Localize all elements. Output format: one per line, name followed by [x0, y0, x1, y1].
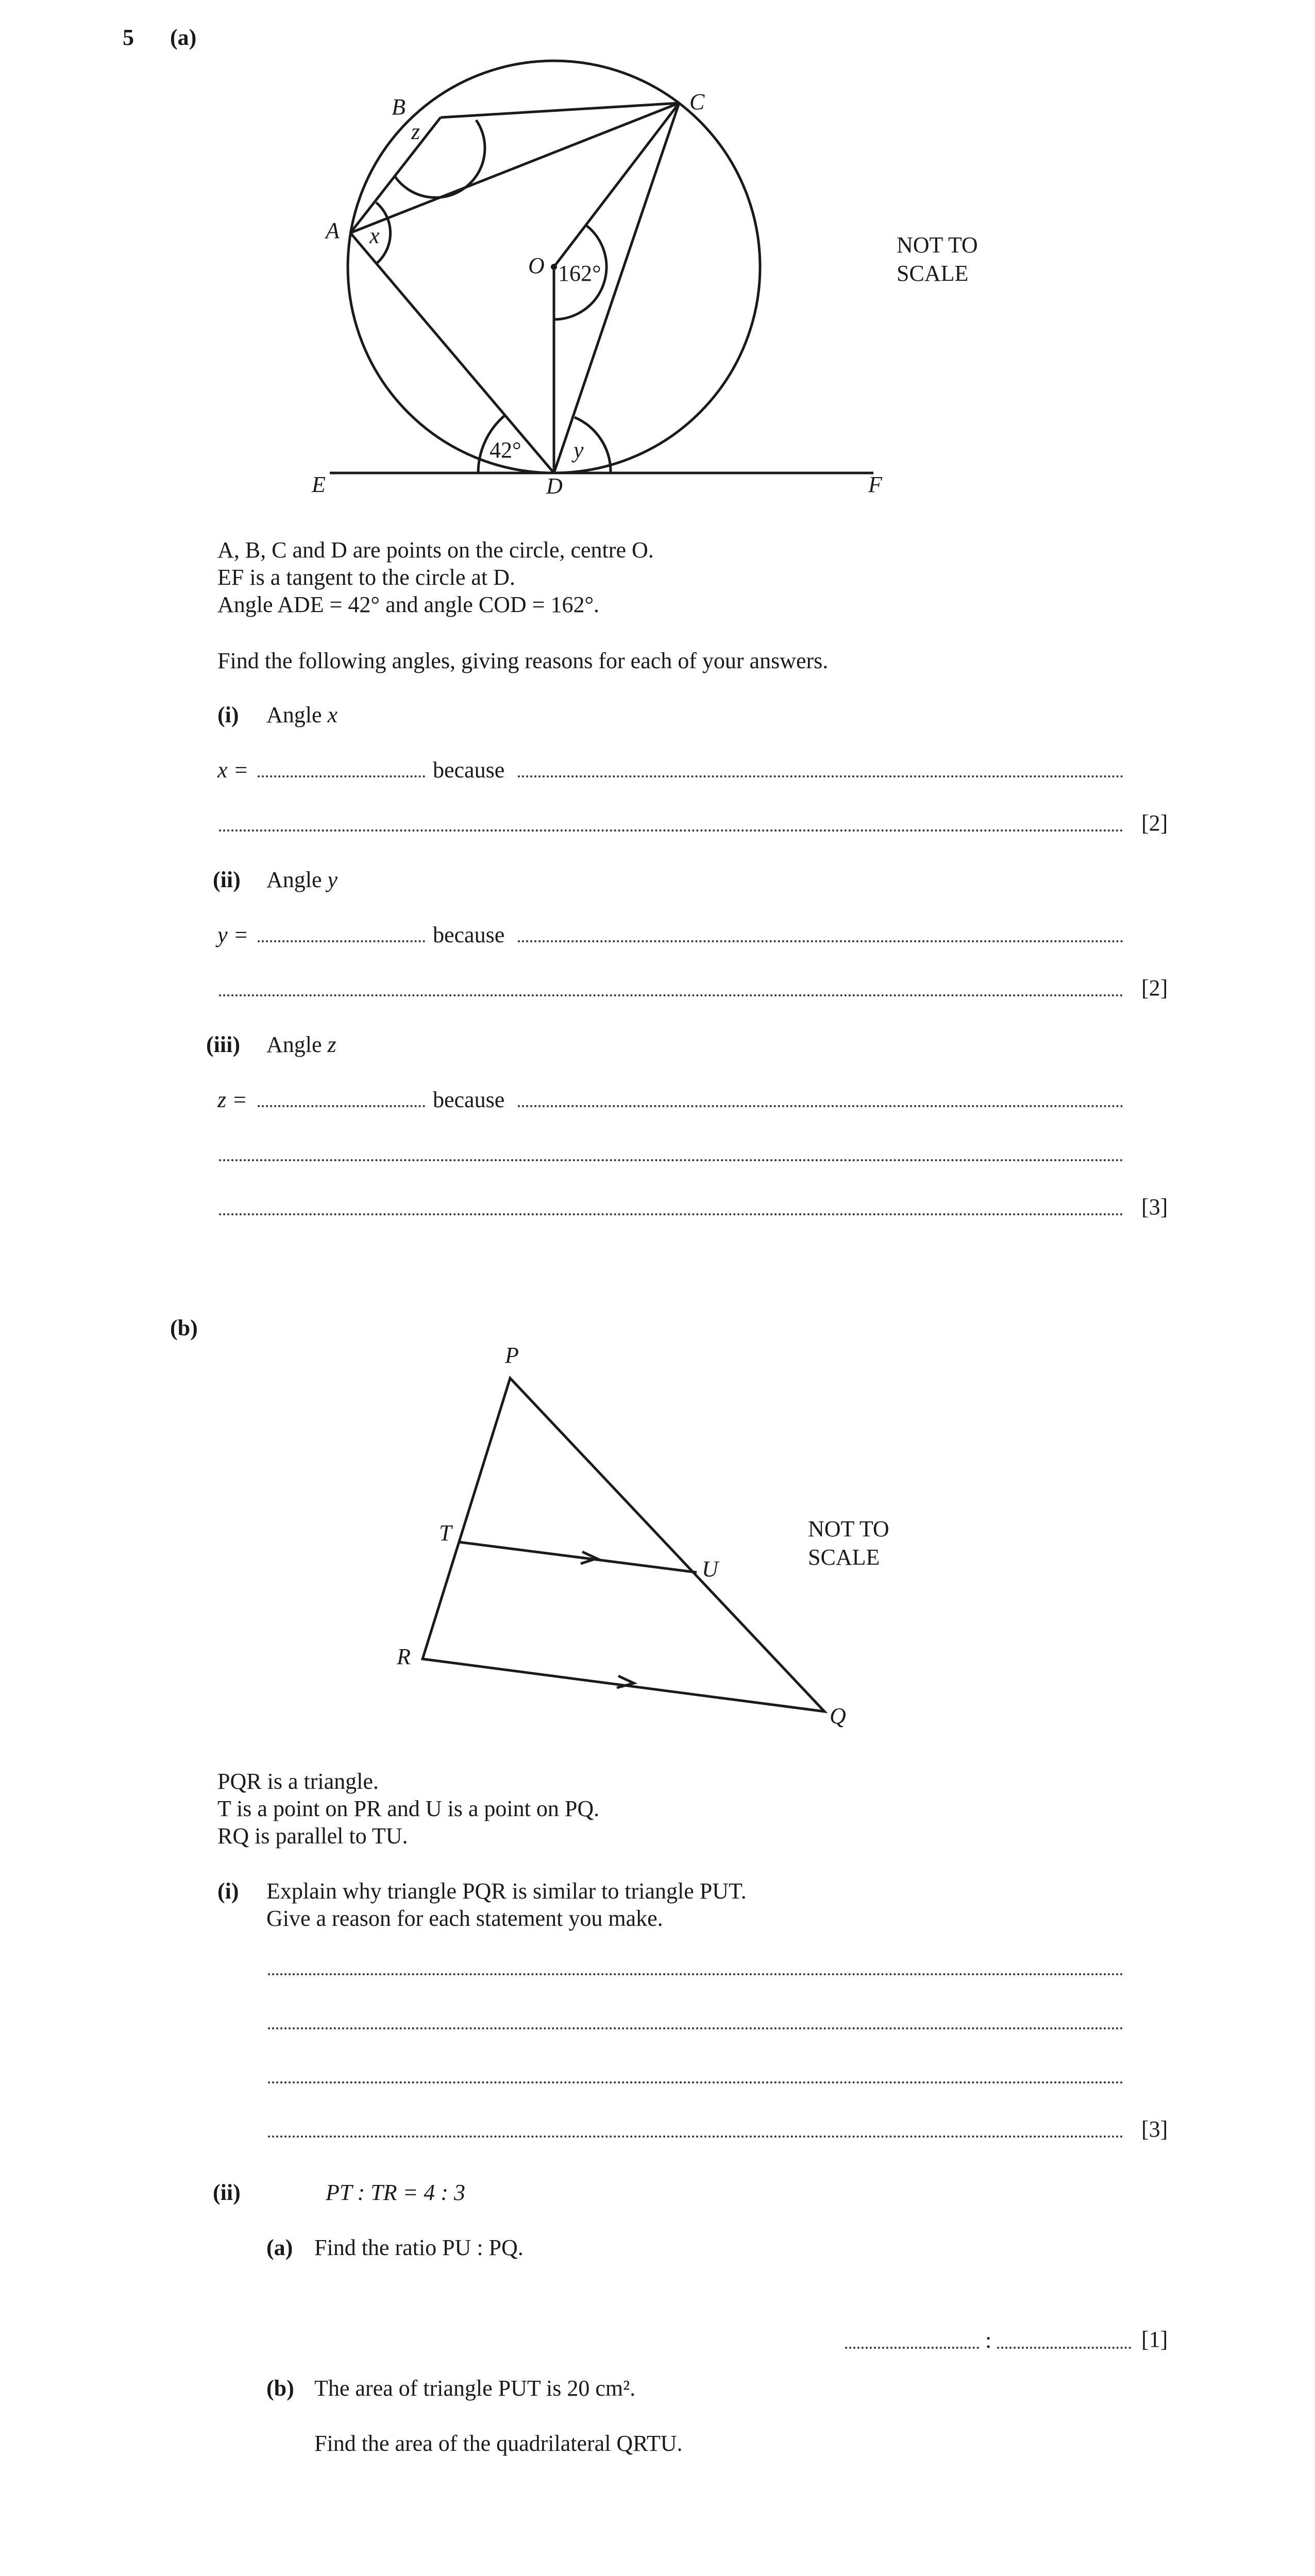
x-because-label: because	[433, 757, 505, 783]
centre-dot	[551, 264, 557, 270]
angle-y-label: y	[574, 437, 584, 463]
part-b-i-line-1: Explain why triangle PQR is similar to triangle PUT.	[266, 1878, 747, 1904]
point-q-label: Q	[830, 1703, 846, 1728]
z-answer-field[interactable]	[258, 1105, 425, 1107]
not-to-scale-a-1: NOT TO	[897, 232, 978, 258]
y-because-label: because	[433, 922, 505, 947]
point-f-label: F	[868, 472, 882, 497]
circle-diagram	[0, 0, 1315, 515]
part-b-i-line-2: Give a reason for each statement you make.	[266, 1906, 663, 1931]
mark-a-i: [2]	[1141, 810, 1168, 836]
statement-a-1: A, B, C and D are points on the circle, centre O.	[217, 537, 654, 563]
point-d-label: D	[546, 473, 563, 499]
ratio-answer-left[interactable]	[845, 2347, 979, 2349]
part-a-iii-number: (iii)	[206, 1032, 240, 1057]
x-answer-prefix: x =	[217, 757, 249, 783]
statement-b-1: PQR is a triangle.	[217, 1769, 379, 1794]
part-a-i-title: Angle x	[266, 702, 338, 727]
part-b-ii-b-text-2: Find the area of the quadrilateral QRTU.	[314, 2431, 683, 2456]
z-reason-line-2[interactable]	[219, 1159, 1123, 1161]
part-b-ii-b-text: The area of triangle PUT is 20 cm².	[314, 2376, 636, 2401]
not-to-scale-a-2: SCALE	[897, 261, 969, 286]
point-b-label: B	[392, 94, 406, 120]
point-o-label: O	[528, 253, 545, 278]
explain-line-1[interactable]	[268, 1973, 1123, 1975]
part-a-ii-title: Angle y	[266, 867, 338, 892]
part-b-ii-number: (ii)	[213, 2180, 241, 2205]
part-b-ii-a-text: Find the ratio PU : PQ.	[314, 2235, 524, 2260]
ratio-given: PT : TR = 4 : 3	[326, 2180, 465, 2205]
part-a-iii-title: Angle z	[266, 1032, 336, 1057]
y-answer-field[interactable]	[258, 940, 425, 942]
statement-a-2: EF is a tangent to the circle at D.	[217, 565, 515, 590]
part-b-i-number: (i)	[217, 1878, 239, 1904]
z-because-label: because	[433, 1087, 505, 1112]
question-number: 5	[123, 25, 134, 50]
x-reason-line-2[interactable]	[219, 829, 1123, 832]
part-b-ii-b-number: (b)	[266, 2376, 294, 2401]
line-tu	[459, 1542, 697, 1572]
y-answer-prefix: y =	[217, 922, 249, 947]
chord-ad	[350, 233, 554, 473]
statement-b-2: T is a point on PR and U is a point on PQ.	[217, 1796, 600, 1821]
point-e-label: E	[312, 472, 326, 497]
explain-line-3[interactable]	[268, 2081, 1123, 2083]
angle-x-label: x	[369, 223, 380, 248]
not-to-scale-b-1: NOT TO	[808, 1516, 889, 1541]
explain-line-2[interactable]	[268, 2027, 1123, 2029]
point-a-label: A	[326, 218, 340, 243]
part-a-ii-number: (ii)	[213, 867, 241, 892]
angle-cod-label: 162°	[558, 261, 601, 286]
instruction-a: Find the following angles, giving reasons for each of your answers.	[217, 648, 829, 673]
angle-z-label: z	[411, 119, 420, 144]
not-to-scale-b-2: SCALE	[808, 1545, 880, 1570]
explain-line-4[interactable]	[268, 2136, 1123, 2138]
part-a-label: (a)	[170, 25, 197, 50]
triangle-diagram	[0, 1340, 1315, 1752]
part-a-i-number: (i)	[217, 702, 239, 727]
part-b-label: (b)	[170, 1315, 198, 1341]
point-p-label: P	[505, 1343, 519, 1368]
x-answer-field[interactable]	[258, 775, 425, 777]
mark-b-i: [3]	[1141, 2116, 1168, 2142]
part-b-ii-a-number: (a)	[266, 2235, 293, 2260]
z-reason-line-3[interactable]	[219, 1213, 1123, 1215]
y-reason-line-1[interactable]	[518, 940, 1123, 942]
ratio-answer-right[interactable]	[997, 2347, 1131, 2349]
chord-bc	[441, 103, 679, 117]
y-reason-line-2[interactable]	[219, 994, 1123, 996]
mark-a-ii: [2]	[1141, 975, 1168, 1001]
mark-a-iii: [3]	[1141, 1194, 1168, 1219]
chord-cd	[554, 103, 679, 473]
x-reason-line-1[interactable]	[518, 775, 1123, 777]
mark-b-ii-a: [1]	[1141, 2327, 1168, 2352]
z-answer-prefix: z =	[217, 1087, 247, 1112]
statement-b-3: RQ is parallel to TU.	[217, 1823, 408, 1849]
angle-ade-label: 42°	[490, 437, 521, 463]
statement-a-3: Angle ADE = 42° and angle COD = 162°.	[217, 592, 600, 617]
z-reason-line-1[interactable]	[518, 1105, 1123, 1107]
ratio-colon: :	[985, 2328, 992, 2353]
point-t-label: T	[439, 1520, 452, 1546]
point-u-label: U	[702, 1556, 718, 1582]
point-r-label: R	[397, 1644, 411, 1669]
point-c-label: C	[689, 89, 705, 114]
